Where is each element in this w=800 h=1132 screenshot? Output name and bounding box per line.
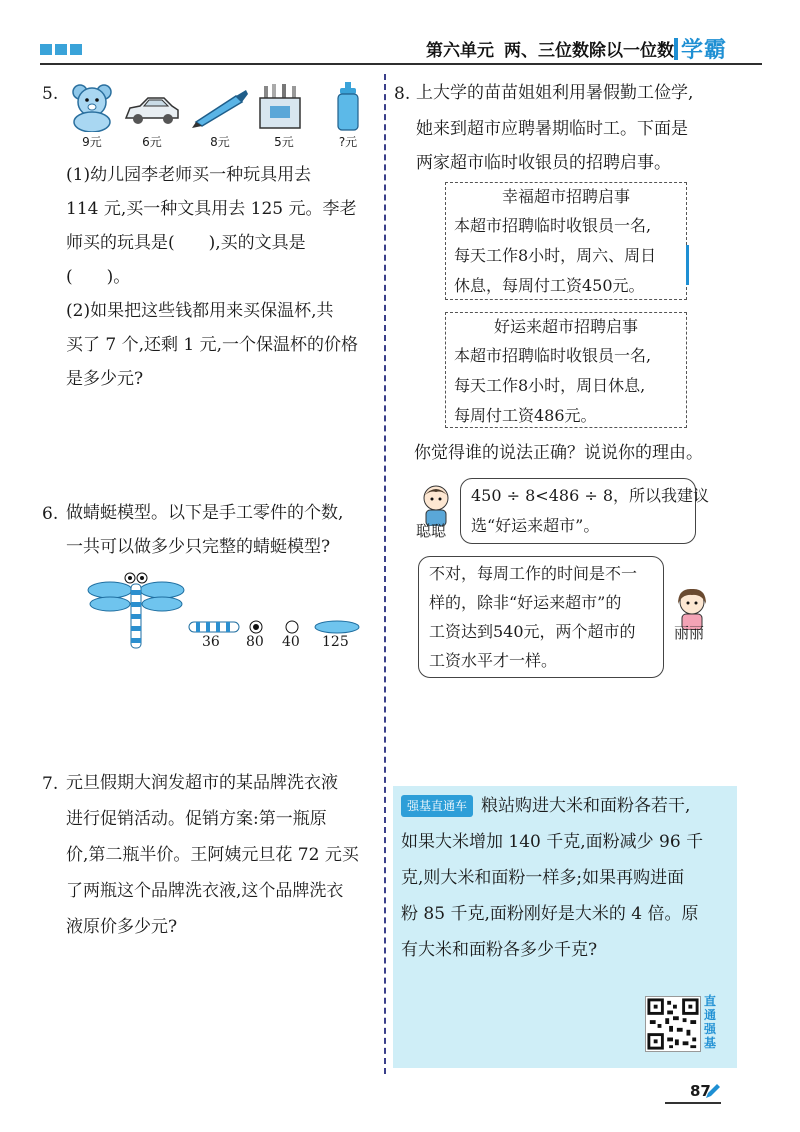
pencil-icon: [704, 1082, 722, 1100]
q8-text-line: 她来到超市应聘暑期临时工。下面是: [416, 119, 688, 139]
lili-name: 丽丽: [674, 624, 705, 642]
part-count: 36: [202, 634, 220, 650]
q5-text-line: ( )。: [66, 267, 131, 287]
pencil-box-icon: [254, 82, 314, 132]
wing-icon: [314, 620, 360, 634]
q5-text-line: 师买的玩具是( ),买的文具是: [66, 233, 306, 253]
q7-text-line: 液原价多少元?: [66, 917, 178, 937]
q5-text-line: 114 元,买一种文具用去 125 元。李老: [66, 199, 357, 219]
congcong-name: 聪聪: [416, 522, 447, 540]
black-eye-icon: [249, 620, 263, 634]
brand-logo: 学霸: [681, 38, 728, 63]
q5-text-line: (1)幼儿园李老师买一种玩具用去: [66, 165, 312, 185]
striped-body-icon: [188, 620, 240, 634]
part-count: 125: [322, 634, 349, 650]
question-number-7: 7.: [42, 774, 59, 794]
notice-line: 每天工作8小时，周日休息,: [454, 376, 646, 395]
q5-text-line: 买了 7 个,还剩 1 元,一个保温杯的价格: [66, 335, 359, 355]
speech-line: 样的，除非“好运来超市”的: [429, 593, 622, 612]
q8-text-line: 两家超市临时收银员的招聘启事。: [416, 153, 671, 173]
header-decoration: [40, 44, 82, 55]
notice-line: 每周付工资486元。: [454, 406, 597, 425]
header-accent-bar: [674, 38, 678, 60]
q6-text-line: 一共可以做多少只完整的蜻蜓模型?: [66, 537, 331, 557]
white-eye-icon: [285, 620, 299, 634]
teddy-bear-icon: [62, 82, 122, 132]
q8-question: 你觉得谁的说法正确？说说你的理由。: [414, 443, 703, 463]
notice-title: 幸福超市招聘启事: [501, 187, 630, 206]
q7-text-line: 进行促销活动。促销方案:第一瓶原: [66, 809, 327, 829]
lili-speech-bubble: [418, 556, 664, 678]
column-divider: [384, 74, 386, 1074]
challenge-box: [393, 786, 737, 1068]
price-label: 9元: [82, 135, 102, 149]
unit-label: 第六单元: [426, 41, 494, 61]
notice-line: 本超市招聘临时收银员一名,: [454, 216, 652, 235]
topic-label: 两、三位数除以一位数: [504, 41, 674, 61]
qr-label: 直通强基: [704, 994, 717, 1050]
price-label: ?元: [338, 135, 358, 149]
pen-icon: [190, 82, 250, 132]
speech-line: 工资达到540元，两个超市的: [429, 622, 636, 641]
q7-text-line: 价,第二瓶半价。王阿姨元旦花 72 元买: [66, 845, 359, 865]
q5-text-line: (2)如果把这些钱都用来买保温杯,共: [66, 301, 334, 321]
q6-text-line: 做蜻蜓模型。以下是手工零件的个数,: [66, 503, 344, 523]
q5-item-thermos: [318, 82, 378, 150]
speech-line: 不对，每周工作的时间是不一: [429, 564, 638, 583]
qr-code-icon[interactable]: [645, 996, 701, 1052]
toy-car-icon: [122, 82, 182, 132]
speech-line: 工资水平才一样。: [429, 651, 558, 670]
dragonfly-icon: [86, 570, 186, 650]
challenge-text-line: 克,则大米和面粉一样多;如果再购进面: [401, 868, 685, 888]
speech-line: 选“好运来超市”。: [471, 516, 600, 535]
speech-line: 450 ÷ 8<486 ÷ 8，所以我建议: [471, 486, 710, 505]
thermos-cup-icon: [318, 82, 378, 132]
question-number-6: 6.: [42, 504, 59, 524]
header-title: [426, 36, 674, 61]
header-rule: [40, 63, 762, 65]
challenge-text-line: 粉 85 千克,面粉刚好是大米的 4 倍。原: [401, 904, 699, 924]
page-number: 87: [690, 1082, 711, 1100]
challenge-badge: 强基直通车: [401, 795, 473, 817]
notice-haoyunlai: [445, 312, 687, 428]
congcong-speech-bubble: [460, 478, 710, 544]
notice-line: 休息，每周付工资450元。: [454, 276, 645, 295]
challenge-text-line: 有大米和面粉各多少千克?: [401, 940, 598, 960]
q7-text-line: 元旦假期大润发超市的某品牌洗衣液: [66, 773, 338, 793]
q8-text-line: 上大学的苗苗姐姐利用暑假勤工俭学,: [416, 83, 694, 103]
price-label: 5元: [274, 135, 294, 149]
q5-text-line: 是多少元?: [66, 369, 144, 389]
q5-item-teddy: [62, 82, 122, 150]
notice-xingfu: [445, 182, 687, 300]
notice-accent: [686, 245, 689, 285]
price-label: 8元: [210, 135, 230, 149]
notice-title: 好运来超市招聘启事: [493, 317, 638, 336]
notice-line: 本超市招聘临时收银员一名,: [454, 346, 652, 365]
part-count: 40: [282, 634, 300, 650]
challenge-text-line: 粮站购进大米和面粉各若干,: [481, 796, 691, 816]
q5-item-pen: [190, 82, 250, 150]
price-label: 6元: [142, 135, 162, 149]
challenge-text-line: 如果大米增加 140 千克,面粉减少 96 千: [401, 832, 704, 852]
q5-item-car: [122, 82, 182, 150]
part-count: 80: [246, 634, 264, 650]
q5-item-pencil-box: [254, 82, 314, 150]
page-number-rule: [665, 1102, 721, 1104]
q5-item-row: [62, 82, 382, 150]
q7-text-line: 了两瓶这个品牌洗衣液,这个品牌洗衣: [66, 881, 344, 901]
notice-line: 每天工作8小时，周六、周日: [454, 246, 657, 265]
question-number-8: 8.: [394, 84, 411, 104]
question-number-5: 5.: [42, 84, 59, 104]
